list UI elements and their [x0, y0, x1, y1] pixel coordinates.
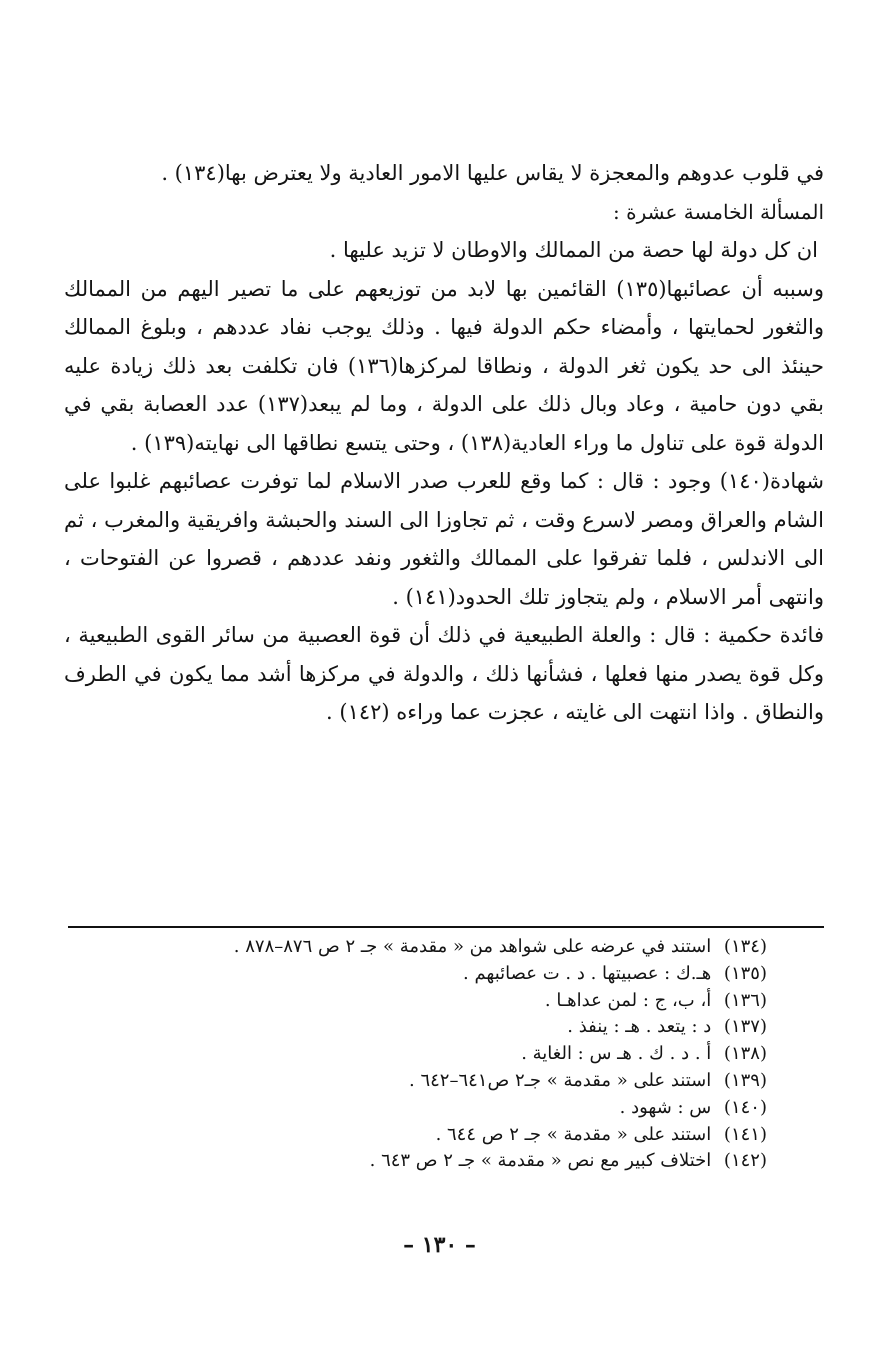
footnote-number: (١٣٨) — [723, 1043, 767, 1065]
footnote-number: (١٣٥) — [723, 962, 767, 984]
footnote-text: س : شهود . — [619, 1096, 712, 1118]
footnote-text: د : يتعد . هـ : ينفذ . — [567, 1016, 712, 1038]
footnote-139 — [107, 1068, 767, 1095]
section-heading: المسألة الخامسة عشرة : — [613, 199, 824, 224]
main-text — [64, 154, 824, 732]
page-number: – ١٣٠ – — [403, 1232, 476, 1258]
footnote-number: (١٤٢) — [723, 1150, 767, 1172]
footnote-text: استند على « مقدمة » جـ ٢ ص ٦٤٤ . — [435, 1123, 712, 1145]
footnote-number: (١٣٤) — [723, 936, 767, 957]
lead-line: في قلوب عدوهم والمعجزة لا يقاس عليها الامور العادية ولا يعترض بها(١٣٤) . — [161, 161, 824, 185]
footnote-135 — [107, 961, 767, 988]
footnote-text: اختلاف كبير مع نص « مقدمة » جـ ٢ ص ٦٤٣ . — [369, 1150, 712, 1172]
footnote-142 — [107, 1148, 767, 1175]
footnote-text: هـ.ك : عصبيتها . د . ت عصائبهم . — [463, 962, 712, 984]
footnote-137 — [107, 1014, 767, 1041]
footnote-text: استند في عرضه على شواهد من « مقدمة » جـ ٢ ص ٨٧٦–٨٧٨ . — [233, 936, 712, 957]
footnotes — [107, 934, 767, 1175]
footnote-number: (١٣٦) — [723, 989, 767, 1011]
footnote-text: أ . د . ك . هـ س : الغاية . — [521, 1043, 712, 1065]
thesis-statement: ان كل دولة لها حصة من الممالك والاوطان لا تزيد عليها . — [329, 238, 818, 262]
footnote-text: أ، ب، ج : لمن عداهـا . — [544, 989, 712, 1011]
footnote-text: استند على « مقدمة » جـ٢ ص٦٤١–٦٤٢ . — [409, 1069, 712, 1091]
paragraph-testimony: شهادة(١٤٠) وجود : قال : كما وقع للعرب صدر الاسلام لما توفرت عصائبهم غلبوا على الشام والعراق ومصر لاسرع وقت ، ثم تجاوزا الى السند والحبشة وافريقية والمغرب ، ثم الى الاندلس ، فلما تفرقوا على الممالك والثغور ونفد عددهم ، قصروا عن الفتوحات ، وانتهى أمر الاسلام ، ولم يتجاوز تلك الحدود(١٤١) . — [64, 469, 824, 609]
footnote-number: (١٤١) — [723, 1123, 767, 1145]
footnote-number: (١٣٩) — [723, 1069, 767, 1091]
footnote-number: (١٣٧) — [723, 1016, 767, 1038]
footnote-140 — [107, 1095, 767, 1122]
footnote-136 — [107, 988, 767, 1015]
paragraph-cause: وسببه أن عصائبها(١٣٥) القائمين بها لابد من توزيعهم على ما تصير اليهم من الممالك والثغور لحمايتها ، وأمضاء حكم الدولة فيها . وذلك يوجب نفاد عددهم ، وبلوغ الممالك حينئذ الى حد يكون ثغر الدولة ، ونطاقا لمركزها(١٣٦) فان تكلفت بعد ذلك زيادة عليه بقي دون حامية ، وعاد وبال ذلك على الدولة ، وما لم يبعد(١٣٧) عدد العصابة بقي في الدولة قوة على تناول ما وراء العادية(١٣٨) ، وحتى يتسع نطاقها الى نهايته(١٣٩) . — [64, 276, 825, 455]
footnote-number: (١٤٠) — [723, 1096, 767, 1118]
paragraph-benefit: فائدة حكمية : قال : والعلة الطبيعية في ذلك أن قوة العصبية من سائر القوى الطبيعية ، وكل قوة يصدر منها فعلها ، فشأنها ذلك ، والدولة في مركزها أشد مما يكون في الطرف والنطاق . واذا انتهت الى غايته ، عجزت عما وراءه (١٤٢) . — [64, 623, 824, 724]
footnote-141 — [107, 1122, 767, 1149]
footnote-138 — [107, 1041, 767, 1068]
footnote-134 — [107, 934, 767, 961]
footnote-divider — [68, 926, 824, 928]
